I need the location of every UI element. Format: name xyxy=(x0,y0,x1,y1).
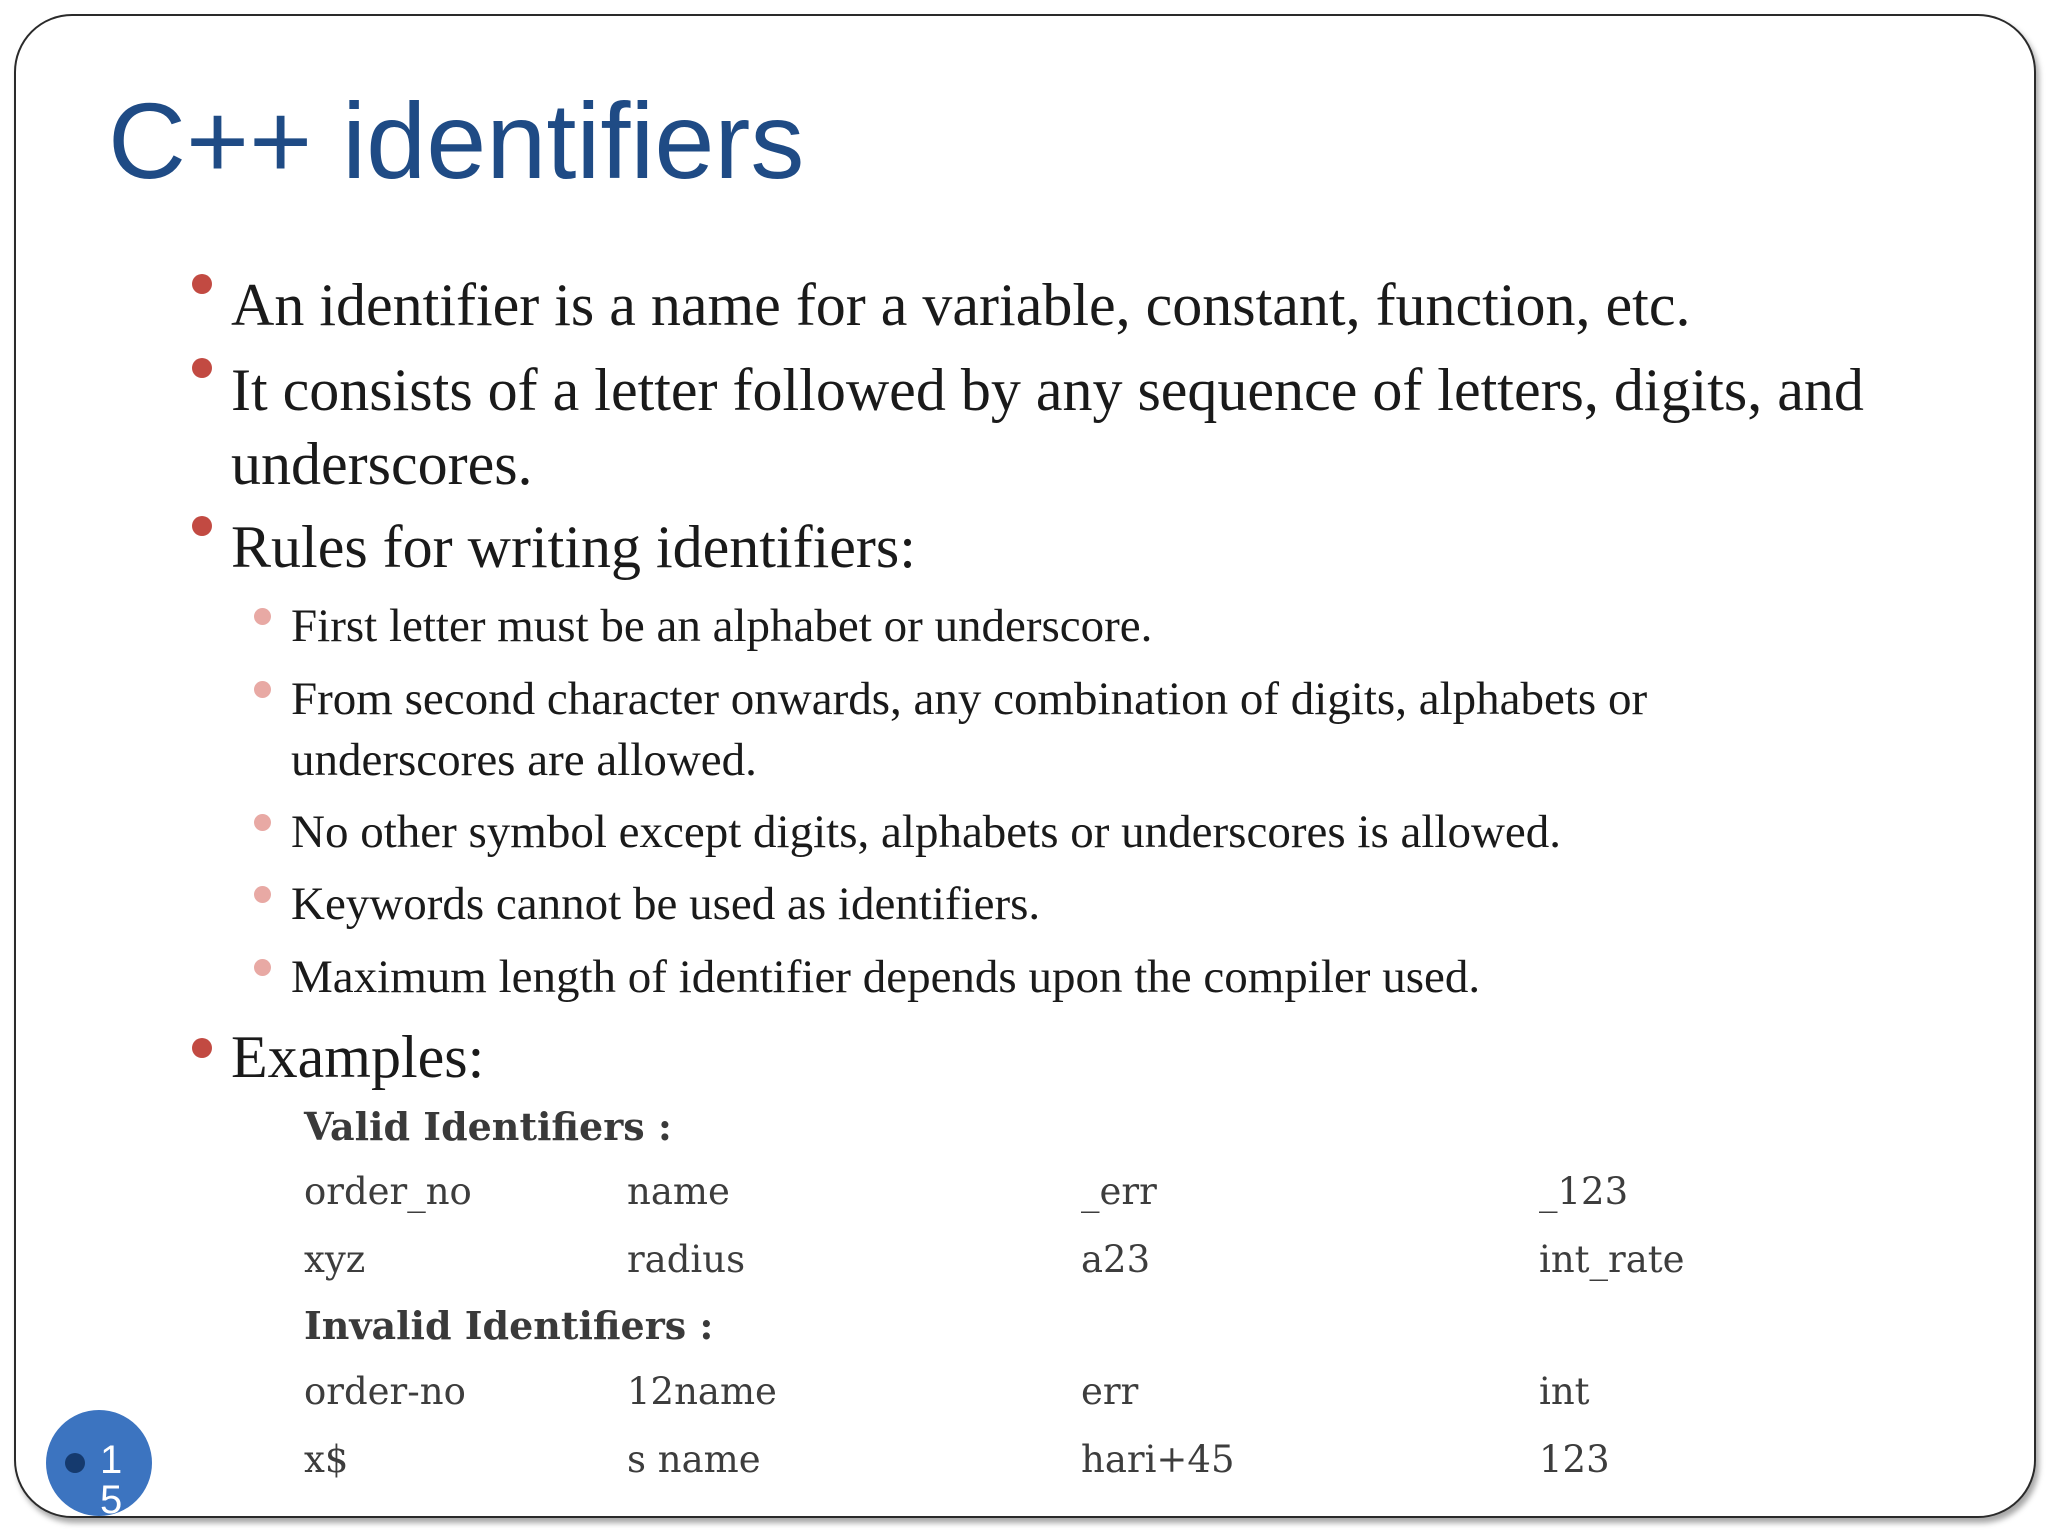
bullet-dot xyxy=(192,1038,212,1058)
table-cell: order_no xyxy=(304,1170,472,1213)
sub-bullet-dot xyxy=(254,959,271,976)
table-cell: err xyxy=(1081,1370,1139,1413)
rule-item: First letter must be an alphabet or underscore. xyxy=(291,600,1153,652)
table-cell: order-no xyxy=(304,1370,466,1413)
sub-bullet-dot xyxy=(254,608,271,625)
table-cell: _123 xyxy=(1539,1170,1629,1213)
table-cell: int xyxy=(1539,1370,1590,1413)
valid-heading: Valid Identifiers : xyxy=(304,1104,672,1149)
rule-item: From second character onwards, any combination of digits, alphabets or underscores are allowed. xyxy=(291,673,1648,786)
bullet-list xyxy=(16,16,2034,1516)
slide-number-badge xyxy=(46,1410,152,1516)
table-cell: _err xyxy=(1081,1170,1157,1213)
slide-number: 15 xyxy=(100,1438,123,1516)
table-cell: a23 xyxy=(1081,1238,1151,1281)
bullet-item: Rules for writing identifiers: xyxy=(231,514,916,580)
table-cell: hari+45 xyxy=(1081,1438,1235,1481)
sub-bullet-dot xyxy=(254,814,271,831)
table-cell: int_rate xyxy=(1539,1238,1685,1281)
slide-title: C++ identifiers xyxy=(108,80,805,201)
rule-item: Maximum length of identifier depends upon the compiler used. xyxy=(291,951,1481,1003)
bullet-item: An identifier is a name for a variable, constant, function, etc. xyxy=(231,272,1691,338)
bullet-dot xyxy=(192,358,212,378)
table-cell: x$ xyxy=(304,1438,349,1481)
slide xyxy=(14,14,2036,1518)
rule-item: No other symbol except digits, alphabets or underscores is allowed. xyxy=(291,806,1562,858)
rule-item: Keywords cannot be used as identifiers. xyxy=(291,878,1041,930)
table-cell: xyz xyxy=(304,1238,366,1281)
bullet-item: It consists of a letter followed by any sequence of letters, digits, and underscores. xyxy=(231,357,1864,497)
table-cell: 12name xyxy=(627,1370,777,1413)
bullet-item: Examples: xyxy=(231,1024,485,1090)
sub-bullet-dot xyxy=(254,681,271,698)
bullet-dot xyxy=(192,274,212,294)
table-cell: 123 xyxy=(1539,1438,1610,1481)
sub-bullet-dot xyxy=(254,886,271,903)
table-cell: name xyxy=(627,1170,730,1213)
bullet-dot xyxy=(192,516,212,536)
badge-dot-icon xyxy=(65,1453,85,1473)
invalid-heading: Invalid Identifiers : xyxy=(304,1303,714,1348)
table-cell: s name xyxy=(627,1438,761,1481)
table-cell: radius xyxy=(627,1238,746,1281)
